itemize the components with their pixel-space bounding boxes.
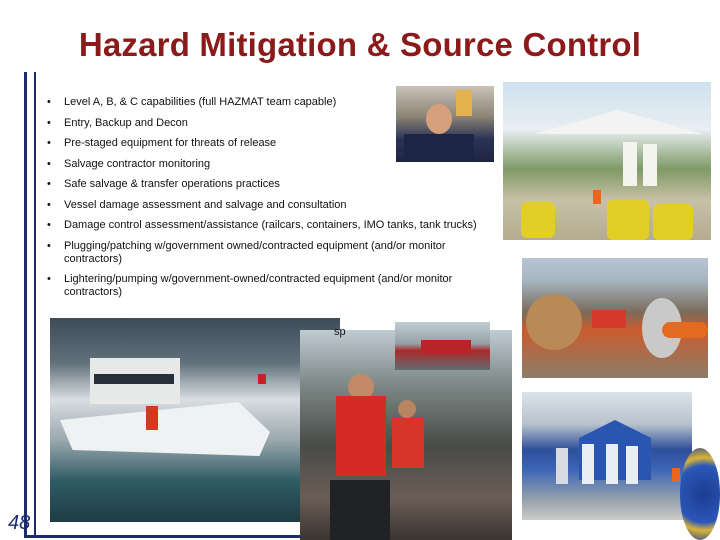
bullet-item [44,219,484,232]
bullet-marker: • [47,198,51,211]
bullet-text: Plugging/patching w/government owned/contracted equipment (and/or monitor contractors) [64,239,446,265]
bullet-marker: • [47,239,51,252]
iced-ship-photo [50,318,340,522]
harbor-equipment-photo [522,258,708,378]
bullet-text: Salvage contractor monitoring [64,157,211,170]
left-border-outer [24,72,27,538]
bullet-marker: • [47,137,51,149]
bullet-text: Vessel damage assessment and salvage and consultation [64,198,347,211]
page-number: 48 [8,512,31,534]
bullet-marker: • [47,157,51,170]
partial-bullet-text: sp [334,326,346,338]
decon-tent-photo [522,392,692,520]
bullet-item [44,178,484,191]
bullet-marker: • [47,116,51,129]
coast-guard-seal [680,448,720,540]
shore-vessel-photo [395,322,490,370]
slide-title: Hazard Mitigation & Source Control [78,26,642,63]
bullet-text: Lightering/pumping w/government-owned/contracted equipment (and/or monitor contractors) [64,273,453,298]
bullet-item [44,240,484,266]
bullet-item [44,273,484,299]
bullet-item [44,199,484,212]
bullet-text: Damage control assessment/assistance (railcars, containers, IMO tanks, tank trucks) [64,219,477,231]
bullet-text: Safe salvage & transfer operations practices [64,178,280,190]
bullet-text: Pre-staged equipment for threats of release [64,137,277,149]
left-border-inner [34,72,36,538]
bullet-marker: • [47,96,51,108]
hazmat-tents-photo [503,82,711,240]
bullet-text: Level A, B, & C capabilities (full HAZMAT team capable) [64,96,337,108]
bullet-marker: • [47,219,51,231]
hazmat-officer-photo [396,86,494,162]
bullet-marker: • [47,273,51,285]
bullet-text: Entry, Backup and Decon [64,116,188,129]
bullet-marker: • [47,178,51,190]
